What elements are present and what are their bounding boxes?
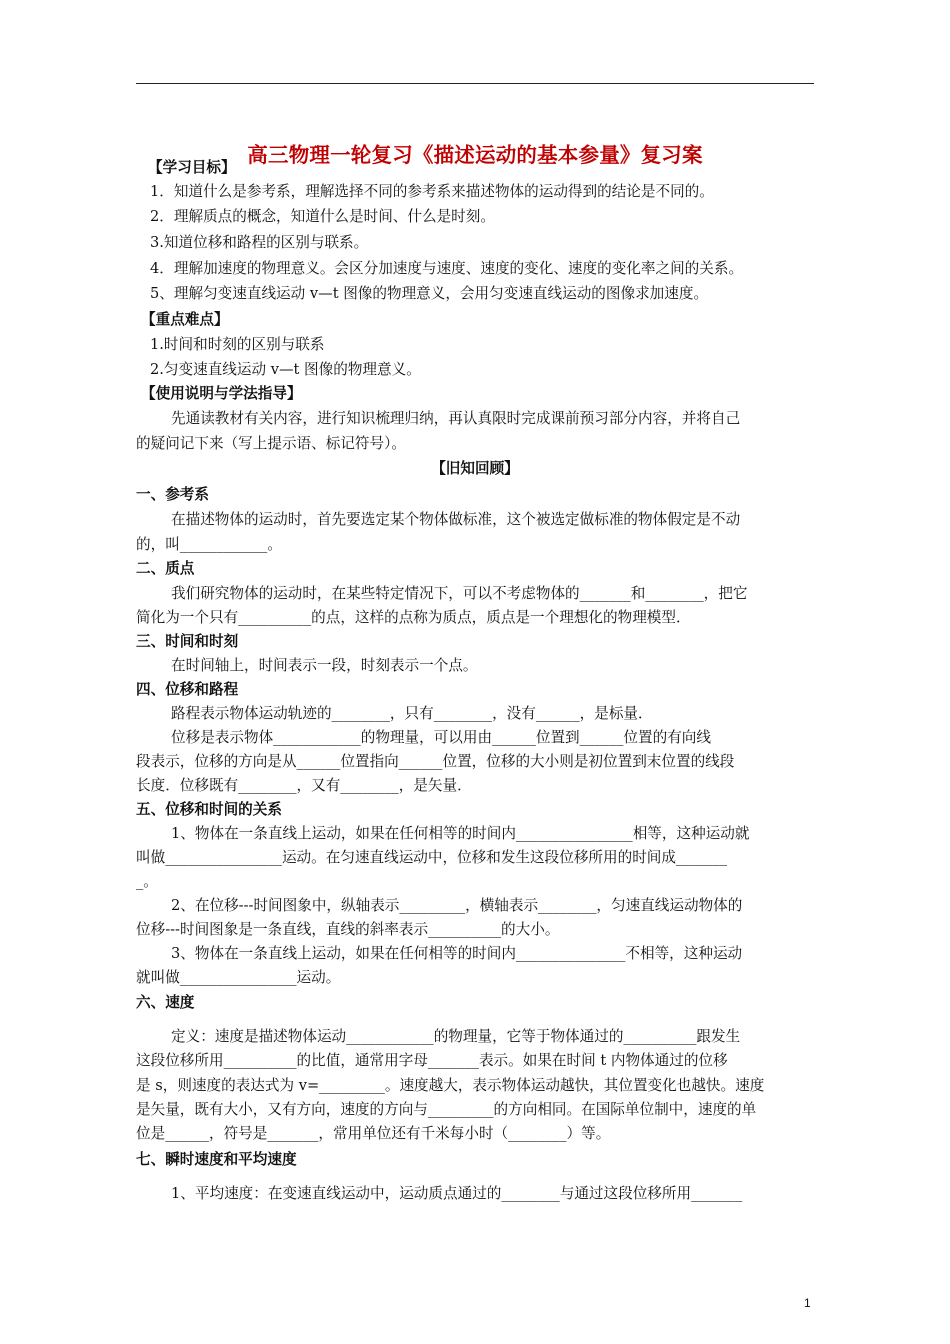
heading-key-points: 【重点难点】	[141, 311, 229, 328]
heading-review: 【旧知回顾】	[431, 460, 519, 477]
key-point-2: 2.匀变速直线运动 v—t 图像的物理意义。	[150, 361, 421, 378]
section-6-line-1: 定义：速度是描述物体运动____________的物理量，它等于物体通过的__________跟发生	[171, 1028, 741, 1045]
document-title: 高三物理一轮复习《描述运动的基本参量》复习案	[247, 143, 703, 167]
section-3-line-1: 在时间轴上，时间表示一段，时刻表示一个点。	[171, 657, 478, 674]
section-2-heading: 二、质点	[136, 560, 195, 577]
section-4-line-1: 路程表示物体运动轨迹的________，只有________，没有______，是标量．	[171, 705, 653, 722]
section-3-heading: 三、时间和时刻	[136, 633, 239, 650]
section-4-line-4: 长度．位移既有________，又有________，是矢量．	[136, 777, 472, 794]
section-5-line-2: 叫做________________运动。在匀速直线运动中，位移和发生这段位移所用的时间成_______	[136, 849, 728, 866]
section-4-line-3: 段表示，位移的方向是从______位置指向______位置，位移的大小则是初位置到末位置的线段	[136, 753, 735, 770]
section-6-line-4: 是矢量，既有大小，又有方向，速度的方向与_________的方向相同。在国际单位制中，速度的单	[136, 1101, 757, 1118]
page-number: 1	[804, 1296, 811, 1310]
section-5-line-4: 2、在位移---时间图象中，纵轴表示_________，横轴表示________，匀速直线运动物体的	[171, 897, 743, 914]
section-1-line-1: 在描述物体的运动时，首先要选定某个物体做标准，这个被选定做标准的物体假定是不动	[171, 511, 741, 528]
header-rule	[136, 83, 814, 84]
section-4-line-2: 位移是表示物体____________的物理量，可以用由______位置到______位置的有向线	[171, 729, 711, 746]
guide-line-2: 的疑问记下来（写上提示语、标记符号）。	[136, 435, 406, 452]
section-7-line-1: 1、平均速度：在变速直线运动中，运动质点通过的________与通过这段位移所用_______	[171, 1185, 743, 1202]
heading-learning-goals: 【学习目标】	[148, 159, 236, 176]
section-6-line-2: 这段位移所用__________的比值，通常用字母_______表示。如果在时间 t 内物体通过的位移	[136, 1052, 728, 1069]
section-7-heading: 七、瞬时速度和平均速度	[136, 1151, 297, 1168]
section-5-line-6: 3、物体在一条直线上运动，如果在任何相等的时间内_______________不相等，这种运动	[171, 945, 743, 962]
goal-1: 1．知道什么是参考系，理解选择不同的参考系来描述物体的运动得到的结论是不同的。	[150, 183, 714, 200]
section-1-heading: 一、参考系	[136, 486, 209, 503]
section-5-line-5: 位移---时间图象是一条直线，直线的斜率表示__________的大小。	[136, 921, 560, 938]
section-4-heading: 四、位移和路程	[136, 681, 239, 698]
key-point-1: 1.时间和时刻的区别与联系	[150, 336, 325, 353]
guide-line-1: 先通读教材有关内容，进行知识梳理归纳，再认真限时完成课前预习部分内容，并将自己	[171, 410, 741, 427]
section-5-heading: 五、位移和时间的关系	[136, 801, 282, 818]
section-1-line-2: 的，叫____________。	[136, 536, 282, 553]
section-5-line-7: 就叫做________________运动。	[136, 969, 341, 986]
section-5-line-3: _。	[136, 873, 158, 890]
goal-5: 5、理解匀变速直线运动 v—t 图像的物理意义，会用匀变速直线运动的图像求加速度。	[150, 285, 709, 302]
section-6-line-5: 位是______，符号是_______，常用单位还有千米每小时（________）等。	[136, 1125, 611, 1142]
goal-2: 2．理解质点的概念，知道什么是时间、什么是时刻。	[150, 208, 495, 225]
section-2-line-2: 简化为一个只有__________的点，这样的点称为质点，质点是一个理想化的物理模型．	[136, 609, 691, 626]
section-2-line-1: 我们研究物体的运动时，在某些特定情况下，可以不考虑物体的_______和________，把它	[171, 585, 748, 602]
section-5-line-1: 1、物体在一条直线上运动，如果在任何相等的时间内________________相等，这种运动就	[171, 825, 750, 842]
goal-4: 4．理解加速度的物理意义。会区分加速度与速度、速度的变化、速度的变化率之间的关系。	[150, 260, 744, 277]
section-6-line-3: 是 s，则速度的表达式为 v=_________。速度越大，表示物体运动越快，其位置变化也越快。速度	[136, 1077, 765, 1094]
heading-usage-guide: 【使用说明与学法指导】	[141, 385, 302, 402]
section-6-heading: 六、速度	[136, 994, 195, 1011]
goal-3: 3.知道位移和路程的区别与联系。	[150, 234, 369, 251]
